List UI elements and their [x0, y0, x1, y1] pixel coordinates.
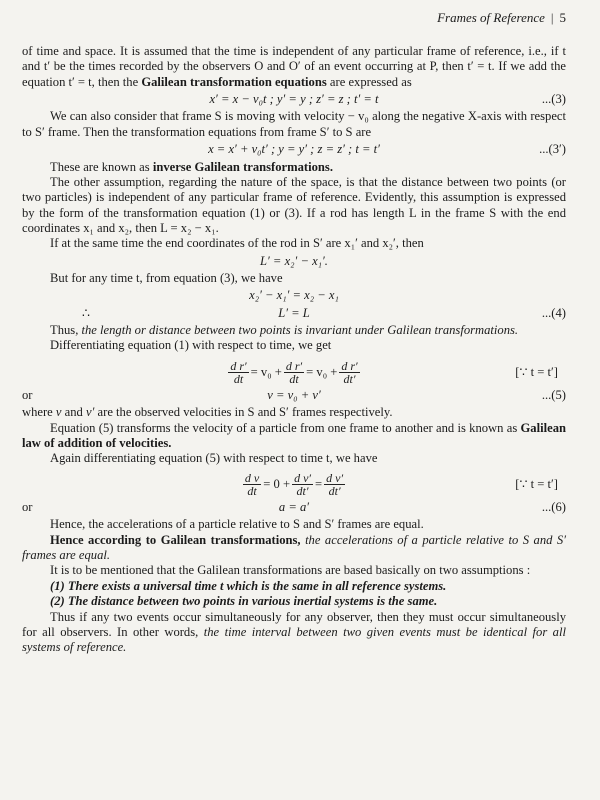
equation-5a-equals: = v₀ + [306, 365, 338, 380]
therefore-symbol: ∴ [82, 305, 91, 320]
page-number: 5 [559, 10, 566, 25]
fraction-3-numerator: d r′ [341, 358, 358, 373]
fraction-6-numerator: d v′ [326, 470, 344, 485]
paragraph-10-text: Equation (5) transforms the velocity of a particle from one frame to another and is known as [50, 420, 518, 435]
fraction-1 [228, 360, 248, 386]
header-separator: | [550, 10, 554, 25]
fraction-5-numerator: d v′ [294, 470, 312, 485]
equation-6 [22, 500, 566, 515]
paragraph-13 [22, 533, 566, 564]
equation-length-prime-body: L′ = x₂′ − x₁′. [260, 253, 328, 268]
paragraph-15-italic: the time interval between two given events must be identical for all systems of reference. [22, 624, 566, 655]
equation-difference-body: x₂′ − x₁′ = x₂ − x₁ [249, 288, 339, 303]
fraction-4-denominator: dt [247, 484, 257, 499]
equation-3-tag: ...(3) [541, 92, 566, 107]
paragraph-9-vprime: v′ [86, 405, 95, 420]
paragraph-4: The other assumption, regarding the nature of the space, is that the distance between two points (or two particles) is independent of any particular frame of reference. Evidently, this assumption is expressed by the form of the transformation equation (1) or (3). If a rod has length L in the frame S with the end coordinates x₁ and x₂, then L = x₂ − x₁. [22, 174, 566, 235]
equation-6a-mid: = 0 + [263, 477, 291, 492]
fraction-6 [324, 472, 345, 498]
paragraph-13-italic: the accelerations of a particle relative to S and S′ frames are equal. [22, 532, 566, 563]
assumption-2: (2) The distance between two points in various inertial systems is the same. [50, 594, 438, 609]
equation-6a-equals: = [315, 477, 323, 492]
equation-6-body: a = a′ [278, 500, 310, 514]
fraction-4 [243, 472, 261, 498]
equation-3 [22, 92, 566, 107]
equation-5-lead: or [22, 388, 33, 403]
equation-5-tag: ...(5) [541, 388, 566, 403]
fraction-5 [292, 472, 313, 498]
fraction-2-denominator: dt [289, 372, 299, 387]
equation-5a-mid: = v₀ + [250, 365, 282, 380]
paragraph-7 [22, 323, 566, 338]
fraction-3-denominator: dt′ [343, 372, 356, 387]
paragraph-3-bold: inverse Galilean transformations. [152, 159, 333, 174]
paragraph-3 [22, 160, 566, 175]
fraction-2-numerator: d r′ [285, 358, 303, 373]
equation-5a [22, 360, 566, 386]
paragraph-7-text: Thus, [50, 323, 79, 338]
equation-4-tag: ...(4) [541, 305, 566, 320]
paragraph-6: But for any time t, from equation (3), we have [50, 271, 283, 286]
fraction-4-numerator: d v [244, 470, 260, 485]
running-title: Frames of Reference [437, 10, 545, 25]
paragraph-1-bold: Galilean transformation equations [141, 74, 327, 89]
paragraph-10-bold: Galilean law of addition of velocities. [22, 420, 566, 451]
equation-6a [22, 472, 566, 498]
equation-3-prime-body: x = x′ + v₀t′ ; y = y′ ; z = z′ ; t = t′ [208, 142, 380, 157]
equation-5a-condition: [∵ t = t′] [515, 365, 558, 380]
equation-3-body: x′ = x − v₀t ; y′ = y ; z′ = z ; t′ = t [209, 92, 379, 107]
equation-difference [22, 288, 566, 303]
paragraph-11: Again differentiating equation (5) with respect to time t, we have [50, 451, 378, 466]
fraction-3 [339, 360, 359, 386]
equation-length-prime [22, 254, 566, 269]
equation-5 [22, 388, 566, 403]
fraction-2 [284, 360, 304, 386]
equation-4 [22, 306, 566, 321]
paragraph-8: Differentiating equation (1) with respect to time, we get [50, 338, 332, 353]
paragraph-9-and: and [64, 405, 83, 420]
equation-3-prime [22, 142, 566, 157]
paragraph-5: If at the same time the end coordinates of the rod in S′ are x₁′ and x₂′, then [50, 236, 424, 251]
running-header [437, 10, 566, 26]
fraction-5-denominator: dt′ [296, 484, 309, 499]
paragraph-9-start: where [22, 405, 53, 420]
paragraph-2: We can also consider that frame S is moving with velocity − v₀ along the negative X-axis with respect to S′ frame. Then the transformation equations from frame S′ to S are [22, 109, 566, 139]
paragraph-1-text: of time and space. It is assumed that the time is independent of any particular frame of reference, i.e., if t and t′ be the times recorded by the observers O and O′ of an event occurring at P, then t′ = t. If we add the equation t′ = t, then the [22, 44, 566, 89]
paragraph-13-bold: Hence according to Galilean transformations, [50, 532, 301, 547]
paragraph-15 [22, 610, 566, 656]
equation-6-tag: ...(6) [541, 500, 566, 514]
equation-6a-condition: [∵ t = t′] [515, 477, 558, 492]
fraction-1-denominator: dt [233, 372, 244, 387]
paragraph-15-text: Thus if any two events occur simultaneously for any observer, then they must occur simultaneously for all observers. In other words, [22, 609, 566, 639]
paragraph-1 [22, 44, 566, 90]
equation-3-prime-tag: ...(3′) [539, 142, 566, 157]
paragraph-12: Hence, the accelerations of a particle relative to S and S′ frames are equal. [50, 517, 424, 532]
paragraph-10 [22, 421, 566, 452]
paragraph-9 [22, 405, 566, 420]
fraction-6-denominator: dt′ [328, 484, 341, 499]
equation-5-body: v = v₀ + v′ [267, 388, 321, 403]
equation-4-body: L′ = L [278, 305, 310, 320]
paragraph-1-end: are expressed as [329, 74, 412, 89]
equation-6-lead: or [22, 500, 33, 514]
assumption-1: (1) There exists a universal time t which is the same in all reference systems. [50, 578, 447, 593]
paragraph-7-italic: the length or distance between two points is invariant under Galilean transformations. [81, 323, 519, 338]
paragraph-9-v: v [55, 405, 62, 420]
paragraph-3-text: These are known as [50, 159, 150, 174]
paragraph-14: It is to be mentioned that the Galilean transformations are based basically on two assumptions : [50, 563, 531, 578]
fraction-1-numerator: d r′ [230, 358, 247, 373]
paragraph-9-end: are the observed velocities in S and S′ frames respectively. [97, 405, 393, 420]
